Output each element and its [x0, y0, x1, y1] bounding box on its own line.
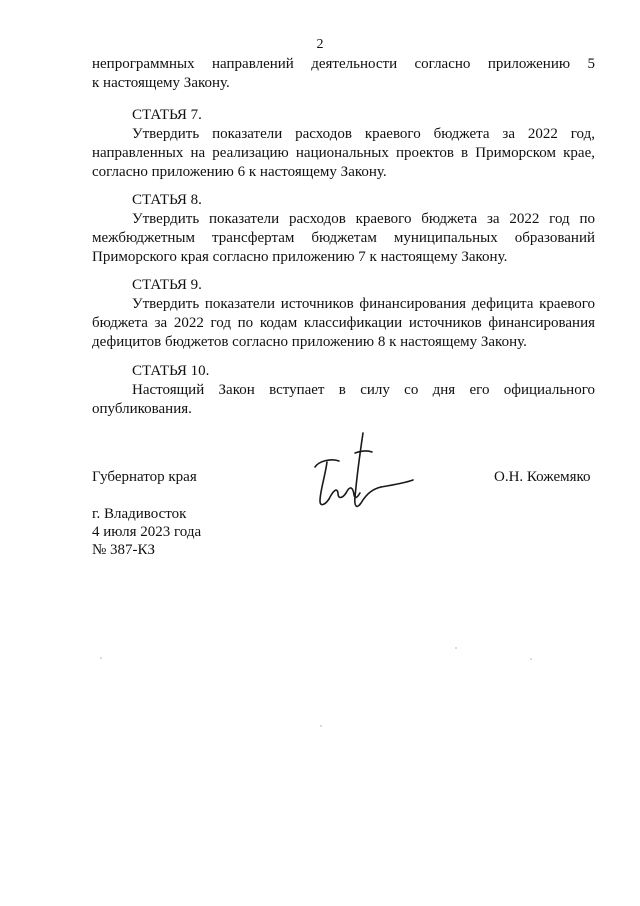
- scan-speck: [100, 657, 102, 659]
- text-line: к настоящему Закону.: [92, 75, 230, 91]
- article-7-heading: СТАТЬЯ 7.: [132, 107, 202, 123]
- scan-speck: [320, 725, 322, 727]
- text-line: дефицитов бюджетов согласно приложению 8 к настоящему Закону.: [92, 334, 527, 350]
- text-line: Утвердить показатели расходов краевого бюджета за 2022 год,: [132, 126, 595, 142]
- text-line: Утвердить показатели расходов краевого бюджета за 2022 год по: [132, 211, 595, 227]
- signatory-title: Губернатор края: [92, 469, 197, 485]
- footer-city: г. Владивосток: [92, 506, 187, 522]
- page-number: 2: [316, 37, 324, 52]
- text-line: непрограммных направлений деятельности согласно приложению 5: [92, 56, 595, 72]
- text-line: Настоящий Закон вступает в силу со дня его официального: [132, 382, 595, 398]
- scan-speck: [530, 658, 532, 660]
- footer-date: 4 июля 2023 года: [92, 524, 202, 540]
- article-10-heading: СТАТЬЯ 10.: [132, 363, 210, 379]
- article-10-paragraph: [92, 381, 595, 419]
- text-line: межбюджетным трансфертам бюджетам муниципальных образований: [92, 230, 595, 246]
- intro-paragraph: [92, 55, 595, 93]
- text-line: бюджета за 2022 год по кодам классификации источников финансирования: [92, 315, 595, 331]
- text-line: направленных на реализацию национальных проектов в Приморском крае,: [92, 145, 595, 161]
- text-line: Утвердить показатели источников финансирования дефицита краевого: [132, 296, 595, 312]
- signatory-name: О.Н. Кожемяко: [494, 469, 591, 485]
- article-7-paragraph: [92, 125, 595, 182]
- article-8-paragraph: [92, 210, 595, 267]
- article-9-heading: СТАТЬЯ 9.: [132, 277, 202, 293]
- article-8-heading: СТАТЬЯ 8.: [132, 192, 202, 208]
- text-line: согласно приложению 6 к настоящему Закону.: [92, 164, 387, 180]
- text-line: Приморского края согласно приложению 7 к настоящему Закону.: [92, 249, 508, 265]
- text-line: опубликования.: [92, 401, 192, 417]
- article-9-paragraph: [92, 295, 595, 352]
- scan-speck: [455, 647, 457, 649]
- footer-number: № 387-КЗ: [92, 542, 156, 558]
- handwritten-signature: [305, 425, 420, 520]
